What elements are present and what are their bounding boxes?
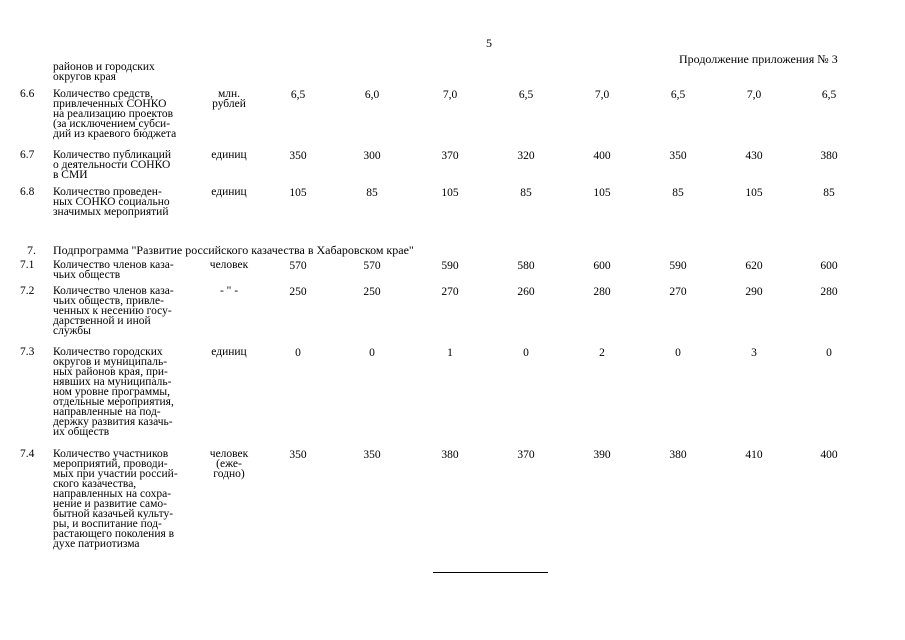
- value-cell: 85: [366, 187, 378, 199]
- value-cell: 350: [289, 449, 307, 461]
- value-cell: 390: [593, 449, 611, 461]
- value-cell: 380: [441, 449, 459, 461]
- value-cell: 3: [751, 347, 757, 359]
- indicator-name: Количество проведен- ных СОНКО социально значимых мероприятий: [53, 186, 170, 218]
- value-cell: 0: [675, 347, 681, 359]
- subprogram-title: Подпрограмма "Развитие российского казачества в Хабаровском крае": [53, 243, 414, 257]
- value-cell: 6,5: [518, 89, 534, 101]
- value-cell: 0: [369, 347, 375, 359]
- value-cell: 270: [669, 286, 687, 298]
- value-cell: 300: [363, 150, 381, 162]
- value-cell: 380: [820, 150, 838, 162]
- value-cell: 370: [441, 150, 459, 162]
- value-cell: 6,5: [670, 89, 686, 101]
- indicator-name: Количество участников мероприятий, проводи- мых при участии россий- ского казачества, направленных на сохра- нение и развитие само- бытной казачьей культу- ры, и воспитание под- растающего поколения в духе патриотизма: [53, 448, 178, 550]
- value-cell: 350: [669, 150, 687, 162]
- value-cell: 6,5: [821, 89, 837, 101]
- end-divider: [433, 572, 548, 573]
- value-cell: 7,0: [442, 89, 458, 101]
- value-cell: 400: [593, 150, 611, 162]
- value-cell: 2: [599, 347, 605, 359]
- value-cell: 570: [289, 260, 307, 272]
- value-cell: 85: [672, 187, 684, 199]
- value-cell: 270: [441, 286, 459, 298]
- indicator-name: Количество публикаций о деятельности СОНКО в СМИ: [53, 149, 172, 181]
- unit-label: единиц: [211, 186, 247, 198]
- value-cell: 280: [820, 286, 838, 298]
- value-cell: 250: [363, 286, 381, 298]
- value-cell: 400: [820, 449, 838, 461]
- value-cell: 600: [820, 260, 838, 272]
- value-cell: 430: [745, 150, 763, 162]
- row-number: 7.3: [20, 346, 35, 358]
- row-number: 6.7: [20, 149, 35, 161]
- value-cell: 590: [669, 260, 687, 272]
- unit-label: млн. рублей: [212, 88, 246, 110]
- indicator-name: Количество средств, привлеченных СОНКО на реализацию проектов (за исключением субси- дий из краевого бюджета: [53, 88, 177, 140]
- value-cell: 250: [289, 286, 307, 298]
- continuation-label: Продолжение приложения № 3: [679, 52, 838, 66]
- value-cell: 290: [745, 286, 763, 298]
- value-cell: 410: [745, 449, 763, 461]
- value-cell: 350: [363, 449, 381, 461]
- value-cell: 105: [593, 187, 611, 199]
- page-number: 5: [486, 36, 492, 50]
- unit-label: единиц: [211, 149, 247, 161]
- carryover-name: районов и городских округов края: [53, 61, 155, 83]
- unit-label: - " -: [219, 285, 239, 297]
- subprogram-number: 7.: [27, 243, 36, 257]
- row-number: 6.6: [20, 88, 35, 100]
- row-number: 7.2: [20, 285, 35, 297]
- value-cell: 85: [823, 187, 835, 199]
- unit-label: человек (еже- годно): [209, 448, 249, 480]
- value-cell: 105: [745, 187, 763, 199]
- indicator-name: Количество городских округов и муниципаль- ных районов края, при- нявших на муниципаль- ном уровне программы, отдельные мероприятия, направленные на под- держку развития казачь- их обществ: [53, 346, 174, 438]
- value-cell: 105: [289, 187, 307, 199]
- value-cell: 590: [441, 260, 459, 272]
- unit-label: единиц: [211, 346, 247, 358]
- indicator-name: Количество членов каза- чьих обществ: [53, 259, 174, 281]
- value-cell: 350: [289, 150, 307, 162]
- value-cell: 7,0: [746, 89, 762, 101]
- row-number: 6.8: [20, 186, 35, 198]
- row-number: 7.4: [20, 448, 35, 460]
- value-cell: 105: [441, 187, 459, 199]
- value-cell: 0: [826, 347, 832, 359]
- value-cell: 260: [517, 286, 535, 298]
- row-number: 7.1: [20, 259, 35, 271]
- value-cell: 280: [593, 286, 611, 298]
- value-cell: 620: [745, 260, 763, 272]
- value-cell: 570: [363, 260, 381, 272]
- value-cell: 85: [520, 187, 532, 199]
- indicator-name: Количество членов каза- чьих обществ, привле- ченных к несению госу- дарственной и иной службы: [53, 285, 174, 337]
- value-cell: 7,0: [594, 89, 610, 101]
- value-cell: 0: [523, 347, 529, 359]
- value-cell: 6,5: [290, 89, 306, 101]
- value-cell: 580: [517, 260, 535, 272]
- value-cell: 1: [447, 347, 453, 359]
- value-cell: 320: [517, 150, 535, 162]
- value-cell: 380: [669, 449, 687, 461]
- value-cell: 0: [295, 347, 301, 359]
- value-cell: 600: [593, 260, 611, 272]
- unit-label: человек: [209, 259, 249, 271]
- value-cell: 370: [517, 449, 535, 461]
- value-cell: 6,0: [364, 89, 380, 101]
